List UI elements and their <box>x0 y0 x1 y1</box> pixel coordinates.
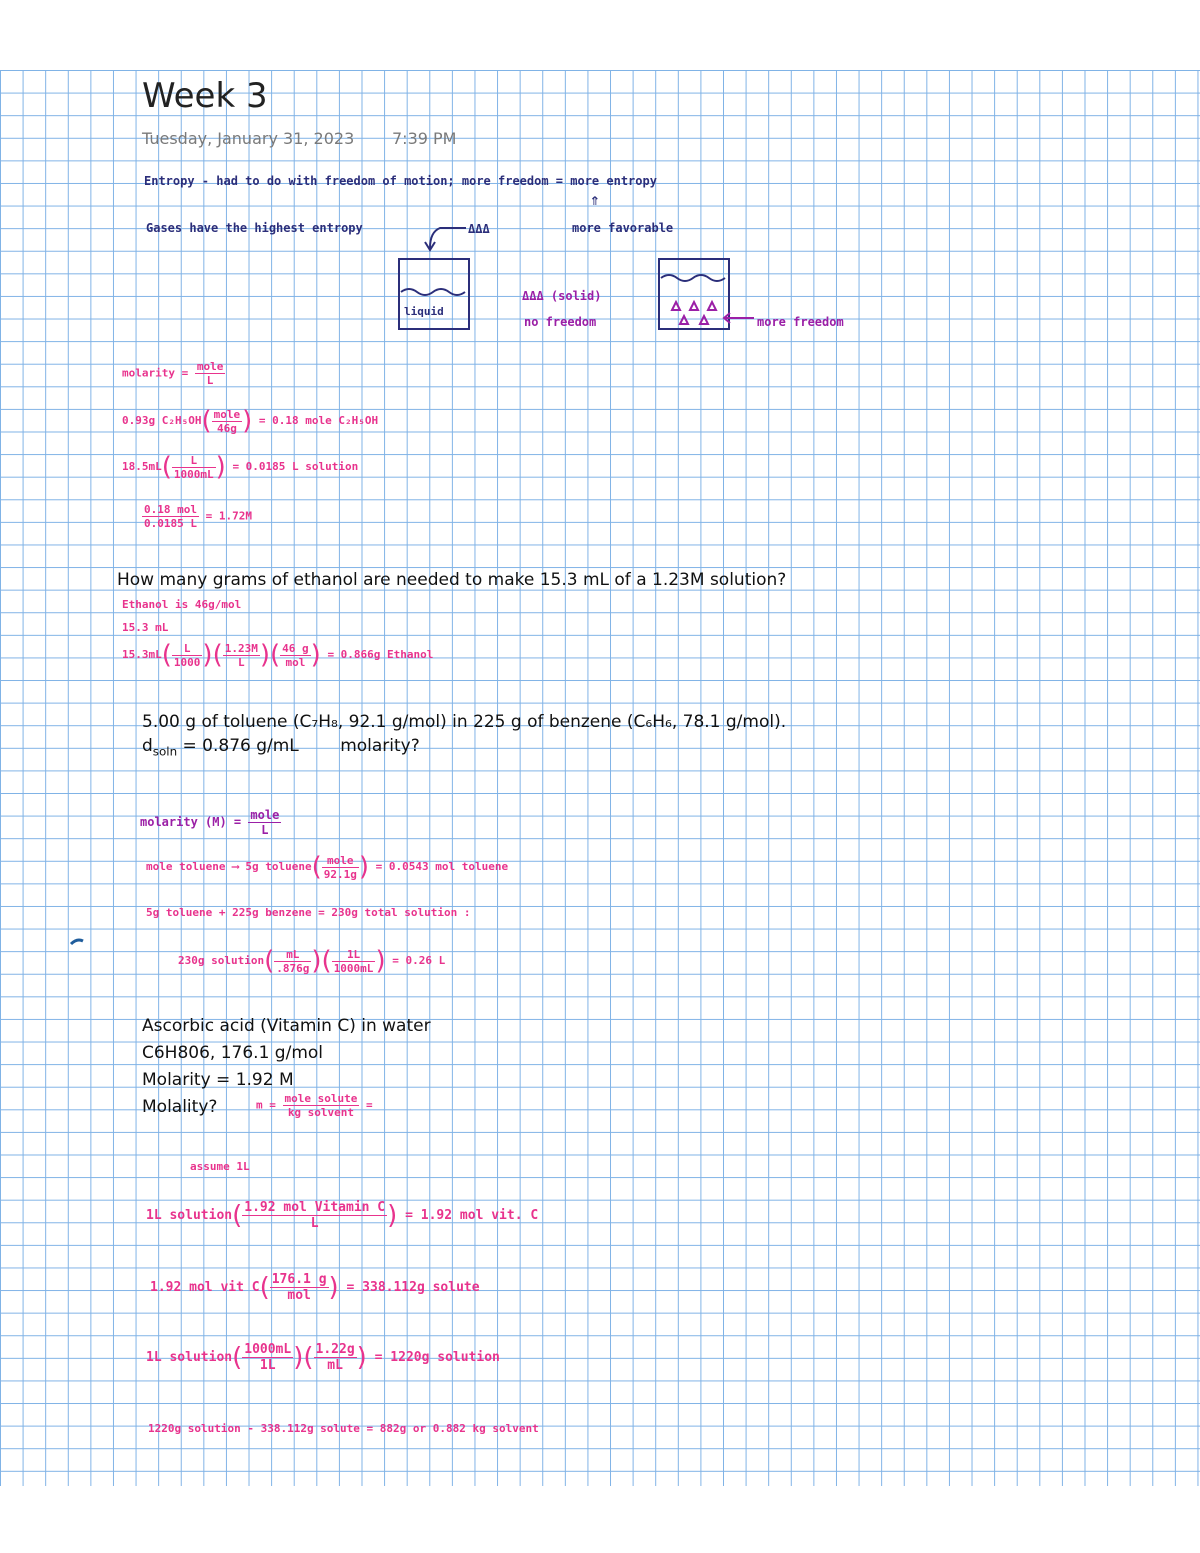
more-freedom-note: more freedom <box>757 315 844 329</box>
gases-note: Gases have the highest entropy <box>146 221 363 235</box>
entropy-definition: Entropy - had to do with freedom of motion; more freedom = more entropy <box>144 174 657 188</box>
q3-line-3: Molarity = 1.92 M <box>142 1070 294 1090</box>
page-time: 7:39 PM <box>392 129 457 148</box>
q2-step-2: 5g toluene + 225g benzene = 230g total solution : <box>146 906 471 919</box>
q3-molality-definition: m = $\frac{\text{mole solute}}{\text{kg solvent}}$ = <box>256 1092 373 1119</box>
liquid-label: liquid <box>404 305 444 318</box>
page-title: Week 3 <box>142 76 268 116</box>
q1-calculation: 15.3mL( $\frac{L}{1000}$ )( $\frac{1.23M}{L}$ )( $\frac{46 g}{\text{mol}}$ ) = 0.866g Ethanol <box>122 640 434 670</box>
arrow-to-liquid-icon <box>425 228 466 250</box>
solution-beaker-icon <box>659 259 729 329</box>
no-freedom-note: no freedom <box>524 315 597 329</box>
q3-line-4: Molality? <box>142 1097 218 1117</box>
dissolved-particles-icon <box>672 302 716 324</box>
molarity-step-1: 0.93g C₂H₅OH( $\frac{\text{mole}}{46g}$ ) = 0.18 mole C₂H₅OH <box>122 406 379 436</box>
q3-step-2: 1.92 mol vit C( $\frac{176.1 g}{\text{mol}}$ ) = 338.112g solute <box>150 1272 480 1303</box>
page-date: Tuesday, January 31, 2023 <box>142 129 355 148</box>
question-2-line-1: 5.00 g of toluene (C₇H₈, 92.1 g/mol) in 225 g of benzene (C₆H₆, 78.1 g/mol). <box>142 712 787 732</box>
solid-symbols: ΔΔΔ (solid) <box>522 289 602 303</box>
molarity-step-3: $\frac{\text{0.18 mol}}{0.0185 L}$ = 1.72M <box>144 503 252 530</box>
q2-step-1: mole toluene ⟶ 5g toluene( $\frac{\text{mole}}{92.1g}$ ) = 0.0543 mol toluene <box>146 852 509 882</box>
molarity-step-2: 18.5mL( $\frac{L}{1000mL}$ ) = 0.0185 L solution <box>122 452 359 482</box>
up-arrow-icon: ⇑ <box>590 190 600 209</box>
q2-step-3: 230g solution( $\frac{mL}{.876g}$ )( $\frac{1L}{1000mL}$ ) = 0.26 L <box>178 946 446 976</box>
q3-step-3: 1L solution( $\frac{1000mL}{1L}$ )( $\frac{1.22g}{mL}$ ) = 1220g solution <box>146 1342 500 1373</box>
q3-line-2: C6H806, 176.1 g/mol <box>142 1043 323 1063</box>
q1-note-volume: 15.3 mL <box>122 621 169 634</box>
arrow-to-solution-icon <box>724 313 754 323</box>
q1-note-molar-mass: Ethanol is 46g/mol <box>122 598 242 611</box>
liquid-beaker-icon <box>399 259 469 329</box>
q3-assume: assume 1L <box>190 1160 250 1173</box>
q3-line-1: Ascorbic acid (Vitamin C) in water <box>142 1016 431 1036</box>
molarity-definition: molarity = $\frac{\text{mole}}{L}$ <box>122 360 224 387</box>
gas-symbols: ΔΔΔ <box>468 222 490 236</box>
q3-step-4: 1220g solution - 338.112g solute = 882g or 0.882 kg solvent <box>148 1422 539 1435</box>
question-1: How many grams of ethanol are needed to make 15.3 mL of a 1.23M solution? <box>117 570 787 590</box>
q2-molarity-definition: molarity (M) = $\frac{\text{mole}}{L}$ <box>140 808 280 837</box>
question-2-line-2: $d_{soln} = 0.876$ g/mL molarity? <box>142 736 420 759</box>
margin-mark-icon <box>71 940 83 944</box>
q3-step-1: 1L solution( $\frac{\text{1.92 mol Vitamin C}}{L}$ ) = 1.92 mol vit. C <box>146 1200 539 1231</box>
favorable-note: more favorable <box>572 221 674 235</box>
